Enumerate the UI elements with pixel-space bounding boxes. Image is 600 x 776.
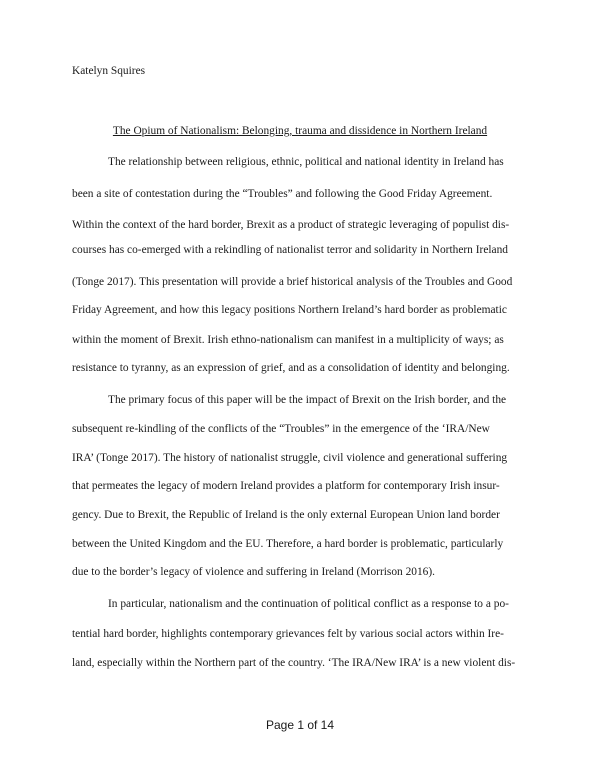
body-line: Within the context of the hard border, Brexit as a product of strategic leveraging of populist dis-: [72, 219, 510, 231]
body-line: courses has co-emerged with a rekindling of nationalist terror and solidarity in Northern Ireland: [72, 244, 508, 256]
body-line: tential hard border, highlights contemporary grievances felt by various social actors within Ire-: [72, 628, 504, 640]
body-line: (Tonge 2017). This presentation will provide a brief historical analysis of the Troubles and Good: [72, 276, 513, 288]
body-line: that permeates the legacy of modern Ireland provides a platform for contemporary Irish insur-: [72, 480, 500, 492]
body-line: Friday Agreement, and how this legacy positions Northern Ireland’s hard border as problematic: [72, 304, 507, 316]
body-line: due to the border’s legacy of violence and suffering in Ireland (Morrison 2016).: [72, 566, 436, 578]
body-line: gency. Due to Brexit, the Republic of Ireland is the only external European Union land border: [72, 509, 500, 521]
body-line: The primary focus of this paper will be the impact of Brexit on the Irish border, and the: [108, 394, 507, 406]
body-line: resistance to tyranny, as an expression of grief, and as a consolidation of identity and belonging.: [72, 362, 510, 374]
page-number: Page 1 of 14: [265, 718, 335, 732]
body-line: IRA’ (Tonge 2017). The history of nationalist struggle, civil violence and generational suffering: [72, 452, 508, 464]
body-line: land, especially within the Northern part of the country. ‘The IRA/New IRA’ is a new violent dis-: [72, 657, 516, 669]
paper-title: [0, 124, 600, 138]
body-line: In particular, nationalism and the continuation of political conflict as a response to a po-: [108, 598, 509, 610]
paper-title-text: The Opium of Nationalism: Belonging, trauma and dissidence in Northern Ireland: [112, 125, 488, 137]
body-line: between the United Kingdom and the EU. Therefore, a hard border is problematic, particularly: [72, 538, 504, 550]
body-line: been a site of contestation during the “Troubles” and following the Good Friday Agreement.: [72, 188, 493, 200]
body-line: The relationship between religious, ethnic, political and national identity in Ireland has: [108, 156, 504, 168]
body-line: subsequent re-kindling of the conflicts of the “Troubles” in the emergence of the ‘IRA/New: [72, 423, 490, 435]
author-name: Katelyn Squires: [72, 65, 146, 77]
body-line: within the moment of Brexit. Irish ethno-nationalism can manifest in a multiplicity of ways; as: [72, 334, 504, 346]
